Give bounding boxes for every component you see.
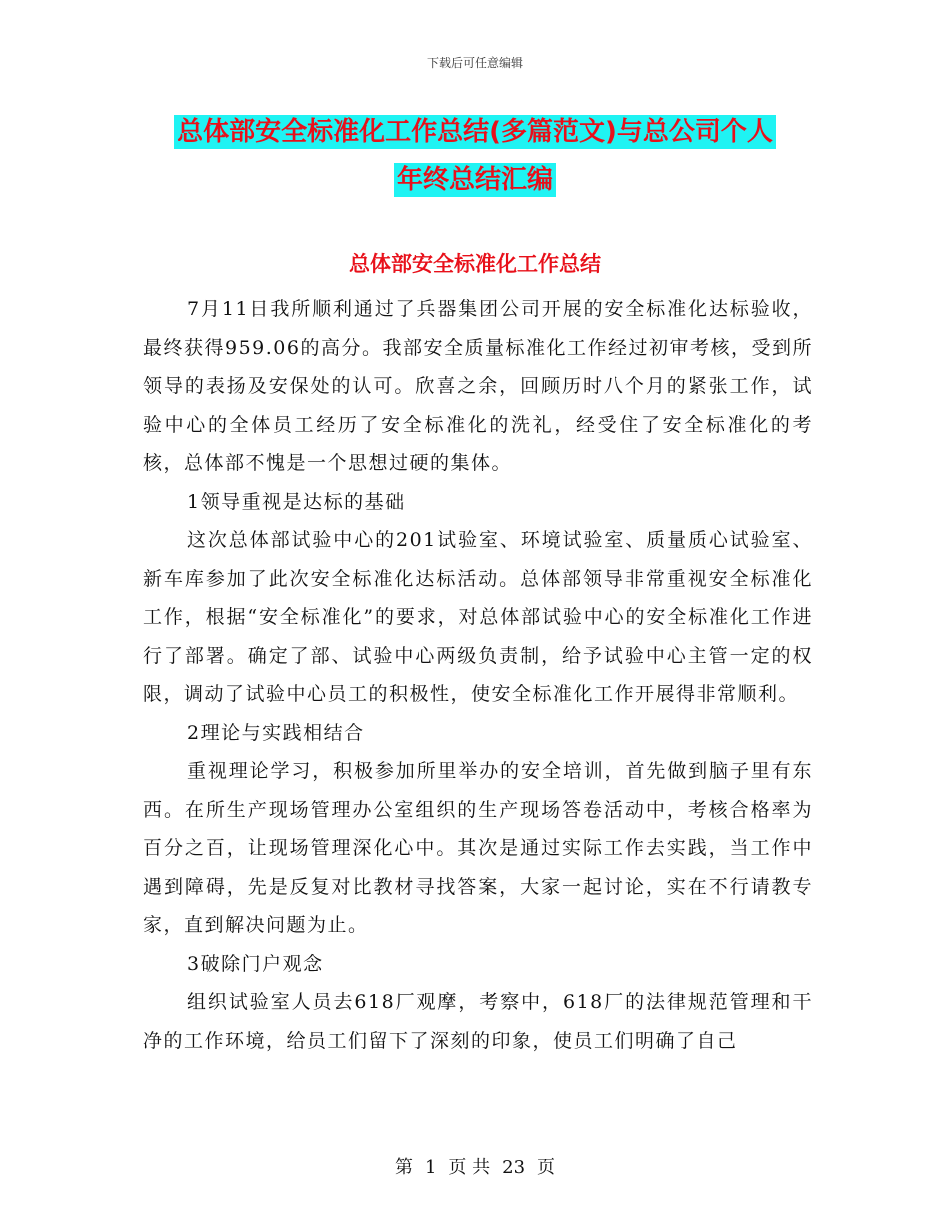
page-footer (0, 1153, 950, 1179)
section-title: 总体部安全标准化工作总结 (349, 252, 601, 276)
heading-1: 1领导重视是达标的基础 (187, 490, 406, 513)
footer-mid: 页 共 (448, 1157, 491, 1178)
footer-prefix: 第 (394, 1157, 413, 1178)
document-body (143, 290, 813, 1060)
paragraph-1: 这次总体部试验中心的201试验室、环境试验室、质量质心试验室、新车库参加了此次安全标准化达标活动。总体部领导非常重视安全标准化工作，根据“安全标准化”的要求，对总体部试验中心的安全标准化工作进行了部署。确定了部、试验中心两级负责制，给予试验中心主管一定的权限，调动了试验中心员工的积极性，使安全标准化工作开展得非常顺利。 (143, 529, 813, 705)
footer-page-number: 1 (424, 1157, 437, 1178)
footer-total-pages: 23 (502, 1157, 526, 1178)
paragraph-2: 重视理论学习，积极参加所里举办的安全培训，首先做到脑子里有东西。在所生产现场管理办公室组织的生产现场答卷活动中，考核合格率为百分之百，让现场管理深化心中。其次是通过实际工作去实践，当工作中遇到障碍，先是反复对比教材寻找答案，大家一起讨论，实在不行请教专家，直到解决问题为止。 (143, 760, 813, 936)
document-title-line-1: 总体部安全标准化工作总结(多篇范文)与总公司个人 (174, 115, 776, 149)
header-note: 下载后可任意编辑 (426, 56, 523, 70)
footer-suffix: 页 (537, 1157, 556, 1178)
heading-3: 3破除门户观念 (187, 952, 324, 975)
document-title (140, 108, 810, 204)
paragraph-3: 组织试验室人员去618厂观摩，考察中，618厂的法律规范管理和干净的工作环境，给员工们留下了深刻的印象，使员工们明确了自己 (143, 991, 813, 1052)
document-title-line-2: 年终总结汇编 (394, 163, 556, 197)
paragraph-intro: 7月11日我所顺利通过了兵器集团公司开展的安全标准化达标验收，最终获得959.06的高分。我部安全质量标准化工作经过初审考核，受到所领导的表扬及安保处的认可。欣喜之余，回顾历时八个月的紧张工作，试验中心的全体员工经历了安全标准化的洗礼，经受住了安全标准化的考核，总体部不愧是一个思想过硬的集体。 (143, 298, 813, 474)
heading-2: 2理论与实践相结合 (187, 721, 365, 744)
